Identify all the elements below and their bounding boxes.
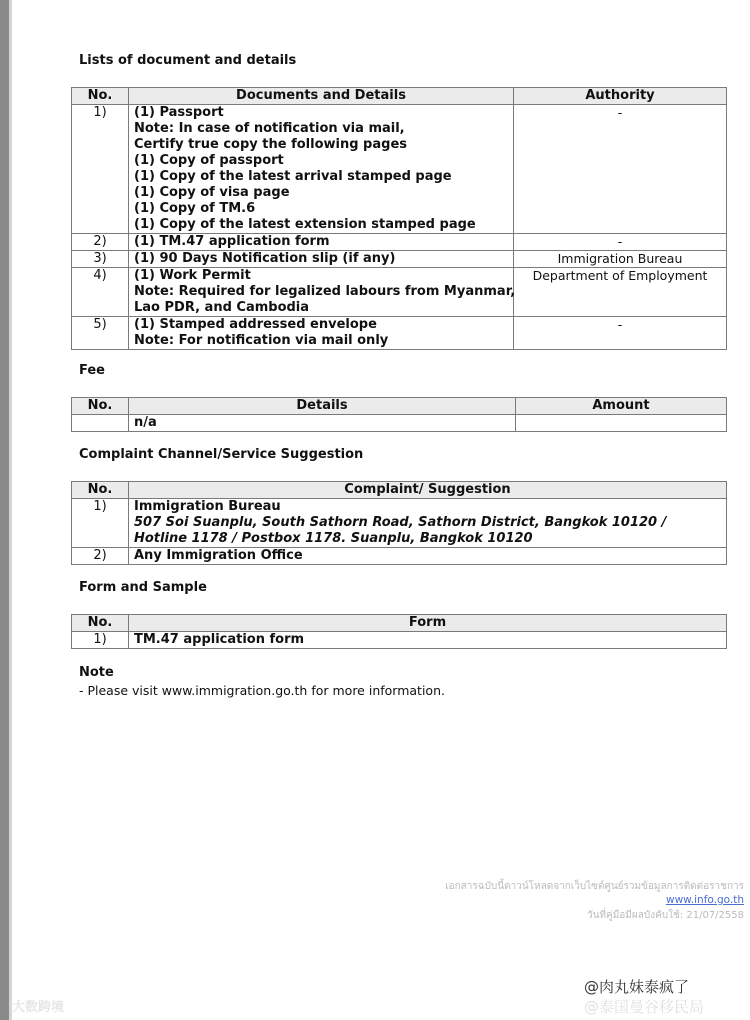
complaint-title: Immigration Bureau — [134, 499, 281, 514]
header-details: Details — [129, 398, 516, 415]
form-table — [71, 614, 727, 649]
table-row — [72, 499, 727, 548]
row-number: 2) — [72, 548, 129, 565]
table-row — [72, 415, 727, 432]
documents-heading: Lists of document and details — [79, 53, 297, 68]
table-row — [72, 548, 727, 565]
row-number — [72, 415, 129, 432]
row-details — [129, 105, 514, 234]
row-number: 5) — [72, 317, 129, 350]
detail-line: (1) Copy of TM.6 — [134, 201, 256, 216]
table-header-row — [72, 88, 727, 105]
note-text: - Please visit www.immigration.go.th for more information. — [79, 683, 445, 698]
row-details — [129, 317, 514, 350]
row-number: 1) — [72, 499, 129, 548]
footer-link[interactable]: www.info.go.th — [666, 894, 744, 906]
detail-line: (1) Passport — [134, 105, 224, 120]
row-authority: Immigration Bureau — [514, 251, 727, 268]
row-amount — [516, 415, 727, 432]
table-row — [72, 234, 727, 251]
header-no: No. — [72, 615, 129, 632]
row-authority: Department of Employment — [514, 268, 727, 317]
detail-line: Lao PDR, and Cambodia — [134, 300, 310, 315]
header-documents: Documents and Details — [129, 88, 514, 105]
form-heading: Form and Sample — [79, 580, 207, 595]
watermark-weibo: @肉丸妹泰疯了 — [584, 978, 690, 996]
detail-line: Note: In case of notification via mail, — [134, 121, 405, 136]
header-amount: Amount — [516, 398, 727, 415]
scan-border-shadow — [9, 0, 12, 1020]
watermark-left: 大数跨境 — [12, 1000, 65, 1015]
table-row — [72, 632, 727, 649]
documents-table — [71, 87, 727, 350]
detail-line: (1) Copy of the latest arrival stamped page — [134, 169, 452, 184]
table-header-row — [72, 398, 727, 415]
header-no: No. — [72, 88, 129, 105]
table-header-row — [72, 615, 727, 632]
row-details: n/a — [129, 415, 516, 432]
detail-line: Note: For notification via mail only — [134, 333, 389, 348]
complaint-table — [71, 481, 727, 565]
header-form: Form — [129, 615, 727, 632]
table-row — [72, 105, 727, 234]
row-authority: - — [514, 105, 727, 234]
table-header-row — [72, 482, 727, 499]
detail-line: (1) Stamped addressed envelope — [134, 317, 377, 332]
header-complaint: Complaint/ Suggestion — [129, 482, 727, 499]
detail-line: (1) Copy of visa page — [134, 185, 290, 200]
row-form: TM.47 application form — [129, 632, 727, 649]
detail-line: (1) Copy of passport — [134, 153, 284, 168]
note-heading: Note — [79, 665, 114, 680]
row-authority: - — [514, 234, 727, 251]
complaint-address: 507 Soi Suanplu, South Sathorn Road, Sathorn District, Bangkok 10120 / Hotline 1178 / Postbox 1178. Suanplu, Bangkok 10120 — [134, 515, 667, 546]
row-number: 2) — [72, 234, 129, 251]
row-details — [129, 251, 514, 268]
row-number: 1) — [72, 632, 129, 649]
header-no: No. — [72, 398, 129, 415]
detail-line: (1) 90 Days Notification slip (if any) — [134, 251, 396, 266]
fee-table — [71, 397, 727, 432]
row-number: 1) — [72, 105, 129, 234]
row-details — [129, 268, 514, 317]
detail-line: Note: Required for legalized labours from Myanmar, — [134, 284, 516, 299]
fee-heading: Fee — [79, 363, 105, 378]
header-authority: Authority — [514, 88, 727, 105]
row-details — [129, 234, 514, 251]
row-authority: - — [514, 317, 727, 350]
detail-line: (1) Copy of the latest extension stamped page — [134, 217, 476, 232]
detail-line: (1) Work Permit — [134, 268, 251, 283]
table-row — [72, 268, 727, 317]
row-number: 3) — [72, 251, 129, 268]
row-details — [129, 548, 727, 565]
complaint-heading: Complaint Channel/Service Suggestion — [79, 447, 364, 462]
header-no: No. — [72, 482, 129, 499]
table-row — [72, 251, 727, 268]
detail-line: (1) TM.47 application form — [134, 234, 330, 249]
detail-line: Certify true copy the following pages — [134, 137, 407, 152]
table-row — [72, 317, 727, 350]
row-details — [129, 499, 727, 548]
scan-border — [0, 0, 9, 1020]
footer-effective-date: วันที่คู่มือมีผลบังคับใช้: 21/07/2558 — [586, 910, 744, 921]
watermark-weibo-secondary: @泰国曼谷移民局 — [584, 998, 705, 1016]
footer-download-note: เอกสารฉบับนี้ดาวน์โหลดจากเว็บไซต์ศูนย์รวมข้อมูลการติดต่อราชการ — [445, 881, 744, 892]
complaint-title: Any Immigration Office — [134, 548, 303, 563]
row-number: 4) — [72, 268, 129, 317]
